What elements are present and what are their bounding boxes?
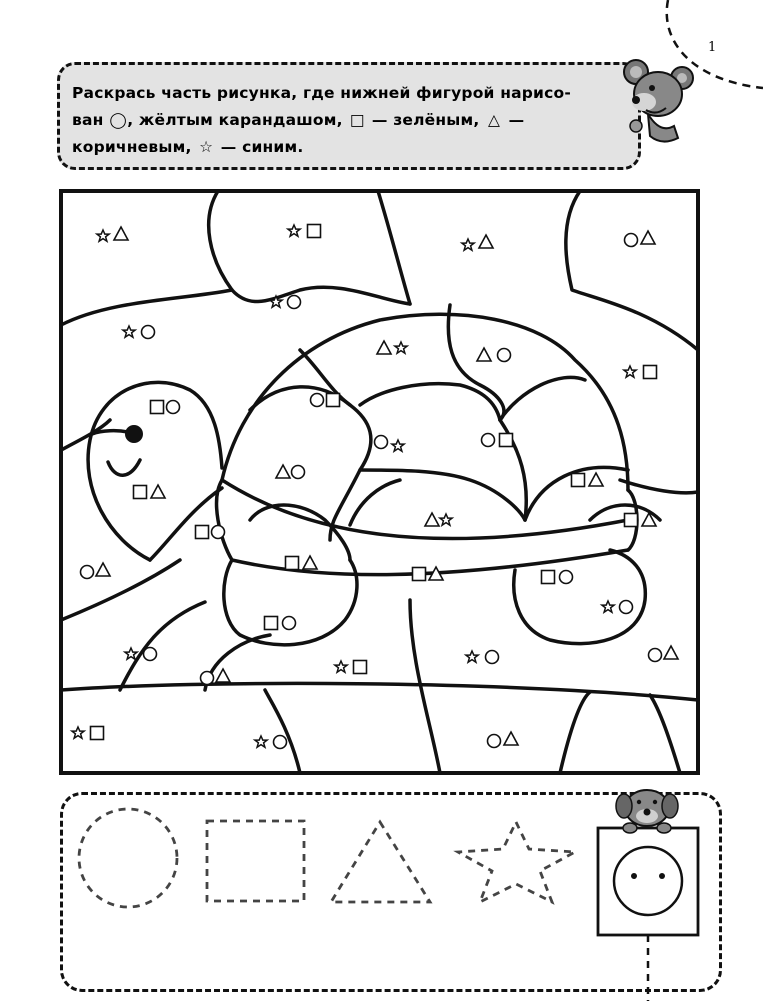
instruction-line-2a: ван xyxy=(72,111,110,129)
dashed-circle-icon xyxy=(79,809,177,907)
star-icon: ☆ xyxy=(199,138,214,156)
page-number: 1 xyxy=(708,40,717,55)
smiley-circle-icon xyxy=(614,847,682,915)
triangle-icon: △ xyxy=(488,111,501,129)
dashed-square-icon xyxy=(207,821,304,901)
instruction-line-3a: коричневым, xyxy=(72,138,198,156)
instruction-line-2c: — зелёным, xyxy=(366,111,486,129)
instruction-line-2b: , жёлтым карандашом, xyxy=(127,111,349,129)
instruction-line-3b: — синим. xyxy=(215,138,304,156)
dashed-star-icon xyxy=(458,822,575,902)
circle-icon: ◯ xyxy=(109,111,127,129)
instruction-line-1: Раскрась часть рисунка, где нижней фигурой нарисо- xyxy=(72,84,571,102)
square-icon: □ xyxy=(349,111,365,129)
instruction-line-2d: — xyxy=(503,111,525,129)
dog-mascot-icon xyxy=(616,790,678,833)
dashed-triangle-icon xyxy=(331,822,430,902)
